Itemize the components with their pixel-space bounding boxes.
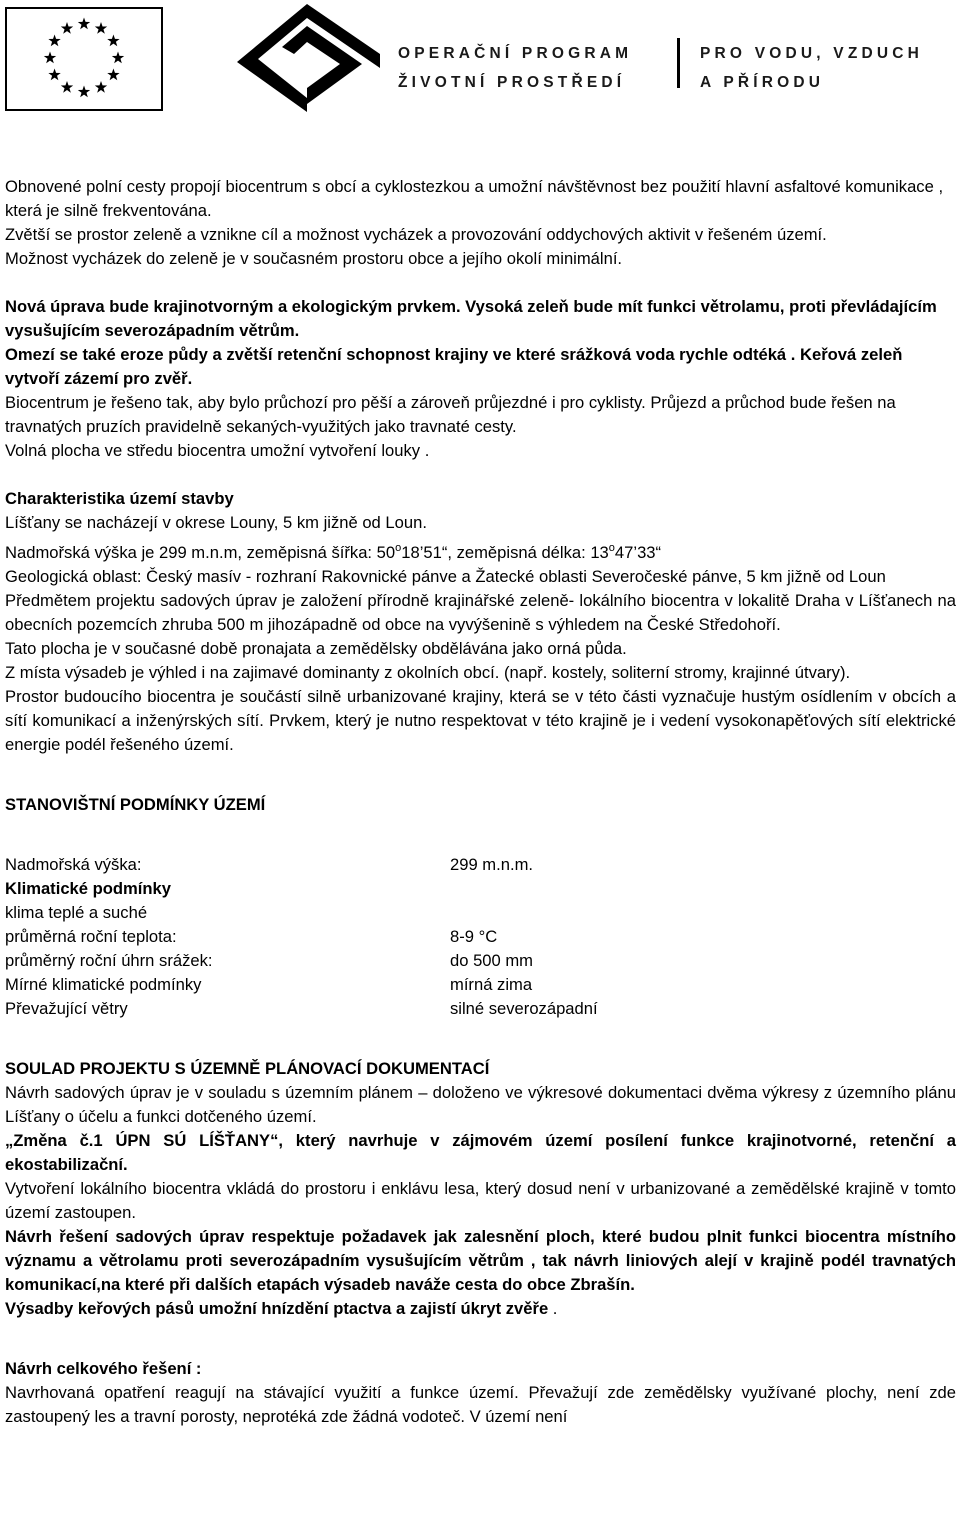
condition-value: 8-9 °C — [450, 927, 498, 946]
document-body — [5, 175, 956, 1429]
condition-value: 299 m.n.m. — [450, 855, 534, 874]
condition-row — [5, 877, 956, 901]
soulad-bold-3-end: . — [548, 1299, 558, 1318]
geo-part-c: 47’33“ — [614, 543, 662, 562]
eu-flag-icon — [4, 6, 164, 112]
spacer — [5, 271, 956, 295]
lease-text: Tato plocha je v současné době pronajata a zemědělsky obdělávána jako orná půda. — [5, 639, 627, 658]
condition-label: průměrný roční úhrn srážek: — [5, 951, 213, 970]
condition-row — [5, 853, 956, 877]
intro-paragraph-5: Volná plocha ve středu biocentra umožní vytvoření louky . — [5, 441, 430, 460]
program-line-1: OPERAČNÍ PROGRAM — [398, 45, 633, 62]
section-heading-charakteristika: Charakteristika území stavby — [5, 489, 234, 508]
spacer — [5, 817, 956, 853]
op-logo-icon — [222, 2, 392, 122]
condition-row — [5, 925, 956, 949]
soulad-bold-2: Návrh řešení sadových úprav respektuje požadavek jak zalesnění ploch, které budou plnit funkci biocentra místního významu a větrolamu proti severozápadním vysušujícím větrům , tak návrh liniových alejí v krajině podél travnatých komunikací,na které při dalších etapách výsadeb naváže cesta do obce Zbrašín. — [5, 1227, 956, 1294]
intro-paragraph-4: Biocentrum je řešeno tak, aby bylo průchozí pro pěší a zároveň průjezdné i pro cyklisty. Průjezd a průchod bude řešen na travnatých pruzích pravidelně sekaných-využitých jako travnaté cesty. — [5, 393, 896, 436]
condition-label: klima teplé a suché — [5, 903, 148, 922]
spacer — [5, 757, 956, 793]
soulad-bold-3 — [5, 1297, 956, 1321]
geo-part-b: 18’51“, zeměpisná délka: 13 — [401, 543, 609, 562]
intro-bold-2: Omezí se také eroze půdy a zvětší retenční schopnost krajiny ve které srážková voda rychle odtéká . Keřová zeleň vytvoří zázemí pro zvěř. — [5, 345, 903, 388]
program-line-2: ŽIVOTNÍ PROSTŘEDÍ — [398, 74, 626, 91]
condition-row — [5, 949, 956, 973]
intro-paragraph-1: Obnovené polní cesty propojí biocentrum s obcí a cyklostezkou a umožní návštěvnost bez použití hlavní asfaltové komunikace , která je silně frekventována. — [5, 177, 944, 220]
section-heading-navrh: Návrh celkového řešení : — [5, 1359, 202, 1378]
spacer — [5, 1321, 956, 1357]
condition-label: Mírné klimatické podmínky — [5, 975, 202, 994]
condition-label: Převažující větry — [5, 999, 128, 1018]
intro-paragraph-3: Možnost vycházek do zeleně je v současném prostoru obce a jejího okolí minimální. — [5, 249, 623, 268]
condition-value: mírná zima — [450, 975, 533, 994]
condition-label: Nadmořská výška: — [5, 855, 142, 874]
condition-row — [5, 973, 956, 997]
degree-mark: o — [395, 542, 402, 554]
geo-part-a: Nadmořská výška je 299 m.n.m, zeměpisná šířka: 50 — [5, 543, 396, 562]
condition-row — [5, 901, 956, 925]
header-divider — [677, 38, 680, 88]
section-heading-conditions: STANOVIŠTNÍ PODMÍNKY ÚZEMÍ — [5, 795, 266, 814]
condition-label: průměrná roční teplota: — [5, 927, 177, 946]
program-slogan — [700, 39, 923, 97]
soulad-paragraph-1: Návrh sadových úprav je v souladu s územním plánem – doloženo ve výkresové dokumentaci dvěma výkresy z územního plánu Líšťany o účelu a funkci dotčeného území. — [5, 1083, 956, 1126]
geo-coordinates — [5, 541, 956, 565]
soulad-paragraph-2: Vytvoření lokálního biocentra vkládá do prostoru i enklávu lesa, který dosud není v urbanizované a zemědělské krajině v tomto území zastoupen. — [5, 1179, 956, 1222]
slogan-line-2: A PŘÍRODU — [700, 74, 825, 91]
soulad-bold-1: „Změna č.1 ÚPN SÚ LÍŠŤANY“, který navrhuje v zájmovém území posílení funkce krajinotvorné, retenční a ekostabilizační. — [5, 1131, 956, 1174]
page-header — [0, 0, 960, 125]
program-name — [398, 39, 632, 97]
degree-mark: o — [608, 542, 615, 554]
location-text: Líšťany se nacházejí v okrese Louny, 5 km jižně od Loun. — [5, 513, 427, 532]
intro-bold-1: Nová úprava bude krajinotvorným a ekologickým prvkem. Vysoká zeleň bude mít funkci větrolamu, proti převládajícím vysušujícím severozápadním větrům. — [5, 297, 937, 340]
subject-text: Předmětem projektu sadových úprav je založení přírodně krajinářské zeleně- lokálního biocentra v lokalitě Draha v Líšťanech na obecních pozemcích zhruba 500 m jihozápadně od obce na vyvýšenině s výhledem na České Středohoří. — [5, 591, 956, 634]
spacer — [5, 463, 956, 487]
geology-text: Geologická oblast: Český masív - rozhraní Rakovnické pánve a Žatecké oblasti Severočeské pánve, 5 km jižně od Loun — [5, 567, 886, 586]
soulad-bold-3-text: Výsadby keřových pásů umožní hnízdění ptactva a zajistí úkryt zvěře — [5, 1299, 549, 1318]
condition-value: silné severozápadní — [450, 999, 598, 1018]
condition-value: do 500 mm — [450, 951, 534, 970]
intro-paragraph-2: Zvětší se prostor zeleně a vznikne cíl a možnost vycházek a provozování oddychových aktivit v řešeném území. — [5, 225, 827, 244]
condition-row — [5, 997, 956, 1021]
condition-label: Klimatické podmínky — [5, 879, 171, 898]
section-heading-soulad: SOULAD PROJEKTU S ÚZEMNĚ PLÁNOVACÍ DOKUMENTACÍ — [5, 1059, 490, 1078]
slogan-line-1: PRO VODU, VZDUCH — [700, 45, 924, 62]
navrh-paragraph-1: Navrhovaná opatření reagují na stávající využití a funkce území. Převažují zde zemědělsky využívané plochy, není zde zastoupený les a travní porosty, neprotéká zde žádná vodoteč. V území není — [5, 1383, 956, 1426]
view-text: Z místa výsadeb je výhled i na zajimavé dominanty z okolních obcí. (např. kostely, soliterní stromy, krajinné útvary). — [5, 663, 851, 682]
space-text: Prostor budoucího biocentra je součástí silně urbanizované krajiny, která se v této části vyznačuje hustým osídlením v obcích a sítí komunikací a inženýrských sítí. Prvkem, který je nutno respektovat v této krajině je i vedení vysokonapěťových sítí elektrické energie podél řešeného území. — [5, 687, 956, 754]
spacer — [5, 1021, 956, 1057]
